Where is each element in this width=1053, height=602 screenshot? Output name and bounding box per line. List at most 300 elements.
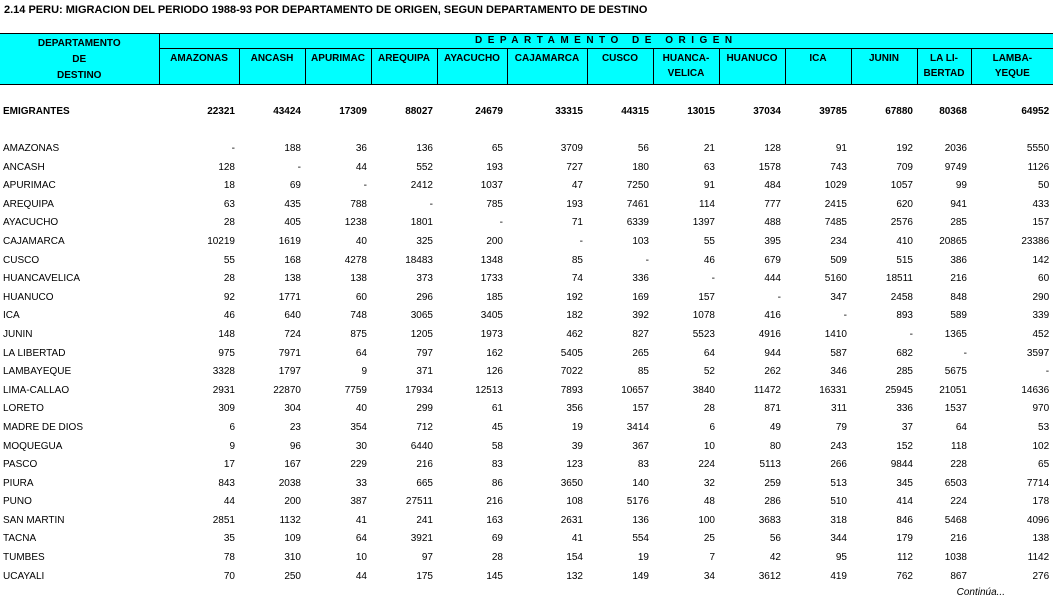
cell-value: 24679 (475, 106, 503, 117)
cell-value: - (579, 235, 583, 247)
row-label: HUANCAVELICA (3, 273, 81, 285)
cell-value: 11472 (753, 384, 781, 396)
cell-value: 44315 (621, 106, 649, 117)
row-label: APURIMAC (3, 180, 56, 192)
cell-value: 311 (831, 403, 847, 415)
cell-value: 18 (223, 180, 235, 192)
cell-value: 45 (491, 421, 503, 433)
cell-value: 444 (764, 273, 781, 285)
cell-value: 310 (284, 552, 301, 564)
cell-value: 179 (896, 533, 913, 545)
cell-value: 7759 (344, 384, 367, 396)
table-row (0, 493, 1053, 512)
cell-value: 85 (637, 366, 649, 378)
cell-value: 33315 (555, 106, 583, 117)
cell-value: 136 (632, 514, 649, 526)
cell-value: 7 (709, 552, 715, 564)
table-row (0, 438, 1053, 457)
cell-value: 49 (769, 421, 781, 433)
row-label: CUSCO (3, 254, 40, 266)
cell-value: 142 (1032, 254, 1050, 266)
table-row (0, 289, 1053, 308)
cell-value: 262 (764, 366, 781, 378)
page-title: 2.14 PERU: MIGRACION DEL PERIODO 1988-93 POR DEPARTAMENTO DE ORIGEN, SEGUN DEPARTAMENTO DE DESTINO (4, 4, 648, 16)
cell-value: 788 (350, 198, 367, 210)
cell-value: 339 (1032, 310, 1050, 322)
cell-value: 1797 (278, 366, 301, 378)
cell-value: 1029 (824, 180, 847, 192)
column-header (851, 49, 917, 85)
cell-value: 6339 (626, 217, 649, 229)
cell-value: 665 (416, 477, 433, 489)
cell-value: 1537 (944, 403, 967, 415)
cell-value: 69 (491, 533, 503, 545)
cell-value: 40 (355, 235, 367, 247)
cell-value: 188 (284, 143, 301, 154)
cell-value: 39 (571, 440, 583, 452)
cell-value: 941 (950, 198, 967, 210)
column-header (507, 49, 587, 85)
cell-value: 132 (566, 570, 583, 582)
cell-value: 250 (284, 570, 301, 582)
cell-value: 64 (703, 347, 715, 359)
cell-value: 99 (955, 180, 967, 192)
table-row (0, 196, 1053, 215)
cell-value: - (963, 347, 967, 359)
cell-value: 39785 (819, 106, 847, 117)
cell-value: 1578 (758, 161, 781, 173)
cell-value: 777 (764, 198, 781, 210)
cell-value: 216 (950, 273, 967, 285)
table-row (0, 307, 1053, 326)
cell-value: 10657 (621, 384, 649, 396)
cell-value: 154 (566, 552, 583, 564)
cell-value: 1771 (278, 291, 301, 303)
row-label: TUMBES (3, 552, 45, 564)
cell-value: 1365 (944, 328, 967, 340)
cell-value: 405 (284, 217, 301, 229)
cell-value: 10 (703, 440, 715, 452)
cell-value: 640 (284, 310, 301, 322)
cell-value: 234 (830, 235, 847, 247)
column-header-line: HUANUCO (726, 53, 778, 64)
cell-value: 17309 (339, 106, 367, 117)
table-row (0, 363, 1053, 382)
cell-value: 386 (950, 254, 967, 266)
cell-value: 36 (355, 143, 367, 154)
cell-value: - (711, 273, 715, 285)
cell-value: 80368 (939, 106, 967, 117)
cell-value: 42 (769, 552, 781, 564)
cell-value: 41 (571, 533, 583, 545)
cell-value: 9844 (890, 459, 913, 471)
cell-value: 64 (355, 347, 367, 359)
cell-value: 14636 (1021, 384, 1050, 396)
cell-value: 229 (350, 459, 367, 471)
row-label: MADRE DE DIOS (3, 421, 84, 433)
cell-value: 433 (1032, 198, 1050, 210)
row-label: SAN MARTIN (3, 514, 65, 526)
table-row (0, 345, 1053, 364)
cell-value: 149 (632, 570, 649, 582)
row-label: CAJAMARCA (3, 235, 65, 247)
cell-value: 7485 (824, 217, 847, 229)
cell-value: 192 (566, 291, 583, 303)
cell-value: 17 (223, 459, 235, 471)
cell-value: 19 (637, 552, 649, 564)
cell-value: 435 (284, 198, 301, 210)
cell-value: - (909, 328, 913, 340)
cell-value: 944 (764, 347, 781, 359)
cell-value: 488 (764, 217, 781, 229)
cell-value: 145 (486, 570, 503, 582)
cell-value: 44 (223, 496, 235, 508)
row-label: LORETO (3, 403, 44, 415)
cell-value: 875 (350, 328, 367, 340)
row-label: EMIGRANTES (3, 106, 70, 117)
cell-value: 371 (416, 366, 433, 378)
cell-value: 148 (218, 328, 235, 340)
cell-value: 64952 (1021, 106, 1050, 117)
row-label: MOQUEGUA (3, 440, 63, 452)
cell-value: 9749 (944, 161, 967, 173)
cell-value: 1205 (410, 328, 433, 340)
cell-value: 97 (421, 552, 433, 564)
cell-value: 4278 (344, 254, 367, 266)
column-header-line: VELICA (667, 68, 705, 79)
column-header-line: CAJAMARCA (514, 53, 580, 64)
spacer (0, 85, 1053, 104)
cell-value: 12513 (475, 384, 503, 396)
table-row (0, 214, 1053, 233)
row-label: PUNO (3, 496, 32, 508)
cell-value: 7461 (626, 198, 649, 210)
cell-value: 44 (355, 570, 367, 582)
cell-value: 419 (830, 570, 847, 582)
table-row (0, 177, 1053, 196)
cell-value: - (843, 310, 847, 322)
cell-value: 109 (284, 533, 301, 545)
column-header-line: YEQUE (994, 68, 1030, 79)
header-destination-line: DE (72, 54, 87, 65)
cell-value: 679 (764, 254, 781, 266)
cell-value: 2038 (278, 477, 301, 489)
cell-value: 192 (896, 143, 913, 154)
cell-value: 265 (632, 347, 649, 359)
cell-value: 108 (566, 496, 583, 508)
cell-value: 1078 (692, 310, 715, 322)
migration-table (0, 33, 1053, 586)
cell-value: 178 (1032, 496, 1050, 508)
cell-value: 1801 (410, 217, 433, 229)
cell-value: 28 (223, 273, 235, 285)
cell-value: 7714 (1026, 477, 1050, 489)
cell-value: 1619 (278, 235, 301, 247)
cell-value: 216 (950, 533, 967, 545)
cell-value: 345 (896, 477, 913, 489)
cell-value: 138 (350, 273, 367, 285)
cell-value: 299 (416, 403, 433, 415)
cell-value: 846 (896, 514, 913, 526)
column-header (437, 49, 507, 85)
cell-value: 16331 (819, 384, 847, 396)
cell-value: 88027 (405, 106, 433, 117)
cell-value: 118 (951, 440, 967, 452)
cell-value: 185 (486, 291, 503, 303)
column-header-line: HUANCA- (662, 53, 710, 64)
cell-value: 309 (218, 403, 235, 415)
cell-value: 100 (698, 514, 715, 526)
cell-value: 5523 (692, 328, 715, 340)
cell-value: 5160 (824, 273, 847, 285)
cell-value: 85 (571, 254, 583, 266)
cell-value: 180 (632, 161, 649, 173)
cell-value: 7893 (560, 384, 583, 396)
cell-value: 7022 (560, 366, 583, 378)
cell-value: 3650 (560, 477, 583, 489)
cell-value: 416 (764, 310, 781, 322)
cell-value: 21051 (939, 384, 967, 396)
cell-value: 296 (416, 291, 433, 303)
cell-value: 27511 (405, 496, 433, 508)
cell-value: 4916 (758, 328, 781, 340)
cell-value: 44 (355, 161, 367, 173)
cell-value: 70 (223, 570, 235, 582)
column-header-line: ICA (809, 53, 827, 64)
column-header (305, 49, 371, 85)
column-header (653, 49, 719, 85)
cell-value: 3065 (410, 310, 433, 322)
cell-value: 20865 (939, 235, 967, 247)
cell-value: 2931 (212, 384, 235, 396)
cell-value: 336 (632, 273, 649, 285)
cell-value: 40 (355, 403, 367, 415)
cell-value: 709 (896, 161, 913, 173)
cell-value: 28 (491, 552, 503, 564)
cell-value: 318 (830, 514, 847, 526)
cell-value: 285 (896, 366, 913, 378)
cell-value: 30 (355, 440, 367, 452)
cell-value: 114 (699, 198, 715, 210)
cell-value: 871 (764, 403, 781, 415)
row-label: AYACUCHO (3, 217, 59, 229)
column-header-line: JUNIN (868, 53, 899, 64)
cell-value: 3612 (758, 570, 781, 582)
cell-value: 67880 (885, 106, 913, 117)
cell-value: 17934 (405, 384, 433, 396)
cell-value: 65 (1038, 459, 1050, 471)
cell-value: 2415 (824, 198, 847, 210)
cell-value: 1733 (480, 273, 503, 285)
cell-value: 10 (355, 552, 367, 564)
row-label: LA LIBERTAD (3, 347, 66, 359)
cell-value: 2576 (890, 217, 913, 229)
column-header (785, 49, 851, 85)
cell-value: 587 (830, 347, 847, 359)
cell-value: 216 (486, 496, 503, 508)
row-label: ANCASH (3, 161, 45, 173)
cell-value: 56 (637, 143, 649, 154)
cell-value: 827 (632, 328, 649, 340)
cell-value: 80 (769, 440, 781, 452)
cell-value: 48 (703, 496, 715, 508)
cell-value: 5468 (944, 514, 967, 526)
cell-value: 216 (416, 459, 433, 471)
cell-value: 102 (1032, 440, 1050, 452)
cell-value: 35 (223, 533, 235, 545)
cell-value: 58 (491, 440, 503, 452)
table-row (0, 512, 1053, 531)
cell-value: 25 (703, 533, 715, 545)
column-header-line: AMAZONAS (170, 53, 228, 64)
cell-value: 515 (896, 254, 913, 266)
cell-value: 63 (703, 161, 715, 173)
cell-value: 182 (566, 310, 583, 322)
cell-value: - (297, 161, 301, 173)
cell-value: 2631 (560, 514, 583, 526)
cell-value: 392 (632, 310, 649, 322)
cell-value: 7250 (626, 180, 649, 192)
column-header (719, 49, 785, 85)
cell-value: 128 (218, 161, 235, 173)
cell-value: 367 (632, 440, 649, 452)
cell-value: 484 (764, 180, 781, 192)
cell-value: 83 (491, 459, 503, 471)
cell-value: 414 (896, 496, 913, 508)
row-label: LAMBAYEQUE (3, 366, 72, 378)
cell-value: 285 (950, 217, 967, 229)
cell-value: 2412 (410, 180, 433, 192)
cell-value: 32 (703, 477, 715, 489)
table-row (0, 475, 1053, 494)
cell-value: 71 (571, 217, 583, 229)
cell-value: 410 (896, 235, 913, 247)
cell-value: 325 (416, 235, 433, 247)
table-row (0, 382, 1053, 401)
cell-value: 91 (703, 180, 715, 192)
cell-value: 975 (218, 347, 235, 359)
cell-value: 74 (571, 273, 583, 285)
cell-value: 55 (223, 254, 235, 266)
cell-value: 19 (571, 421, 583, 433)
cell-value: 6503 (944, 477, 967, 489)
cell-value: 354 (350, 421, 367, 433)
table-row (0, 252, 1053, 271)
cell-value: 50 (1038, 180, 1050, 192)
column-header-line: ANCASH (250, 53, 294, 64)
column-header-line: AYACUCHO (444, 53, 500, 64)
cell-value: 266 (830, 459, 847, 471)
cell-value: 727 (566, 161, 583, 173)
cell-value: 61 (491, 403, 503, 415)
column-header-line: CUSCO (601, 53, 639, 64)
cell-value: 34 (703, 570, 715, 582)
row-label: PASCO (3, 459, 38, 471)
column-header-line: LAMBA- (992, 53, 1033, 64)
cell-value: 3921 (410, 533, 433, 545)
cell-value: 63 (223, 198, 235, 210)
cell-value: 22870 (273, 384, 301, 396)
cell-value: 970 (1032, 403, 1050, 415)
column-header (239, 49, 305, 85)
cell-value: 347 (830, 291, 847, 303)
cell-value: 9 (229, 440, 235, 452)
cell-value: 53 (1038, 421, 1050, 433)
cell-value: 22321 (207, 106, 235, 117)
cell-value: 356 (566, 403, 583, 415)
cell-value: 60 (355, 291, 367, 303)
cell-value: 785 (486, 198, 503, 210)
cell-value: 724 (284, 328, 301, 340)
cell-value: 762 (896, 570, 913, 582)
cell-value: 65 (491, 143, 503, 154)
cell-value: 1038 (944, 552, 967, 564)
cell-value: 304 (284, 403, 301, 415)
cell-value: 336 (896, 403, 913, 415)
cell-value: 56 (769, 533, 781, 545)
row-label: TACNA (3, 533, 37, 545)
cell-value: 52 (703, 366, 715, 378)
row-label: AREQUIPA (3, 198, 54, 210)
continues-note: Continúa... (956, 587, 1005, 598)
cell-value: 157 (1032, 217, 1050, 229)
cell-value: 286 (764, 496, 781, 508)
cell-value: 163 (486, 514, 503, 526)
table-row (0, 140, 1053, 159)
column-header (159, 49, 239, 85)
cell-value: 86 (491, 477, 503, 489)
cell-value: 169 (632, 291, 649, 303)
column-header-line: APURIMAC (311, 53, 365, 64)
cell-value: 157 (632, 403, 649, 415)
cell-value: 18511 (885, 273, 913, 285)
cell-value: 2458 (890, 291, 913, 303)
emigrantes-row (0, 103, 1053, 121)
cell-value: 4096 (1026, 514, 1050, 526)
cell-value: 1238 (344, 217, 367, 229)
cell-value: 21 (703, 143, 715, 154)
cell-value: 175 (416, 570, 433, 582)
cell-value: 259 (764, 477, 781, 489)
header-destination-line: DEPARTAMENTO (37, 38, 121, 49)
table-row (0, 530, 1053, 549)
column-header-line: AREQUIPA (377, 53, 431, 64)
header-origin-label: DEPARTAMENTO DE ORIGEN (159, 34, 1053, 49)
cell-value: 620 (896, 198, 913, 210)
cell-value: 193 (566, 198, 583, 210)
table-row (0, 456, 1053, 475)
cell-value: 3840 (692, 384, 715, 396)
cell-value: 18483 (405, 254, 433, 266)
cell-value: - (499, 217, 503, 229)
cell-value: 2851 (212, 514, 235, 526)
cell-value: 241 (416, 514, 433, 526)
cell-value: 79 (835, 421, 847, 433)
cell-value: 78 (223, 552, 235, 564)
column-header (587, 49, 653, 85)
column-header-line: BERTAD (923, 68, 965, 79)
cell-value: 167 (284, 459, 301, 471)
cell-value: 552 (416, 161, 433, 173)
cell-value: 13015 (687, 106, 715, 117)
cell-value: 2036 (944, 143, 967, 154)
cell-value: 1142 (1027, 552, 1050, 564)
cell-value: 3683 (758, 514, 781, 526)
cell-value: 37 (901, 421, 913, 433)
cell-value: 462 (566, 328, 583, 340)
cell-value: 276 (1032, 570, 1050, 582)
table-row (0, 549, 1053, 568)
